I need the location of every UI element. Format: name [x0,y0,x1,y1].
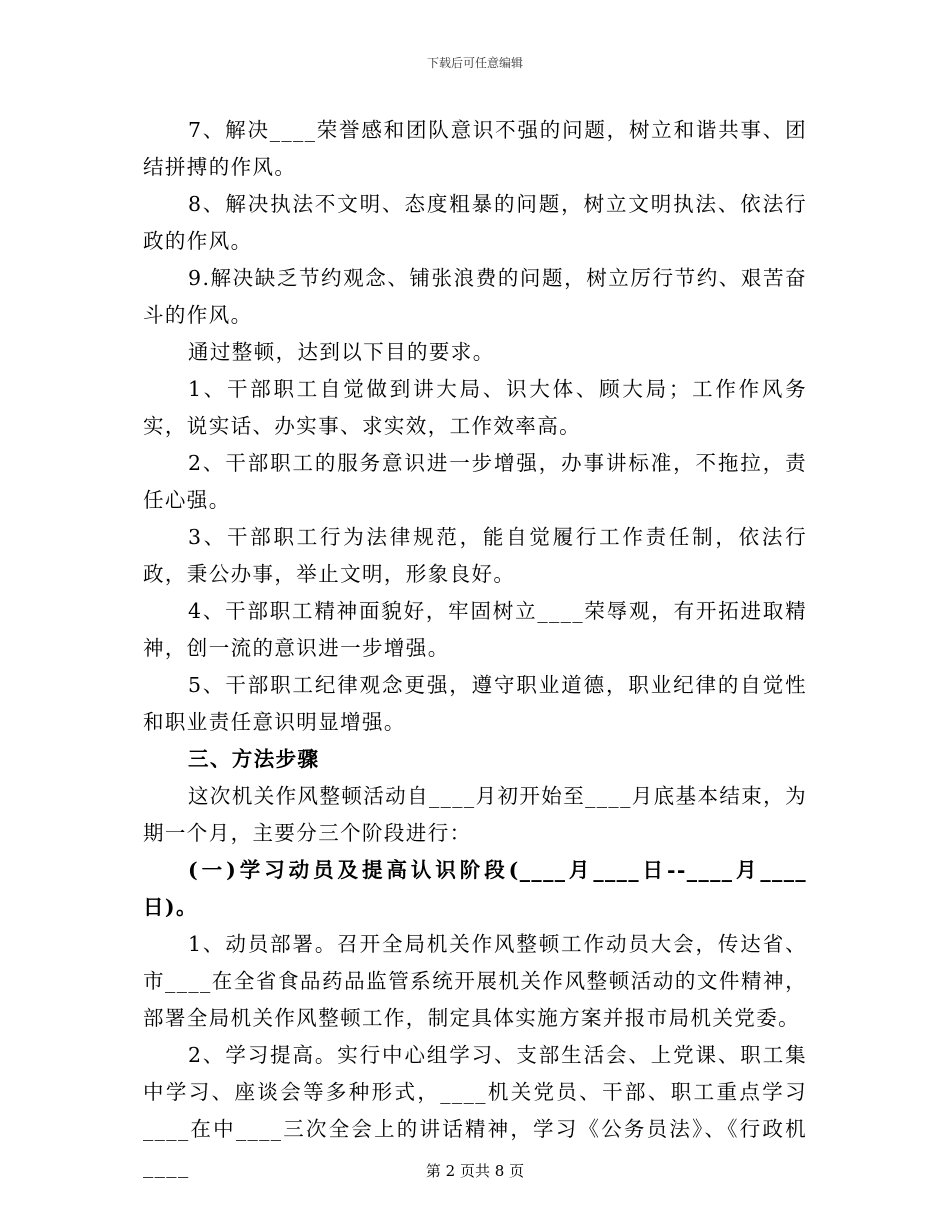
paragraph-goal-1: 1、干部职工自觉做到讲大局、识大体、顾大局；工作作风务实，说实话、办实事、求实效，工作效率高。 [143,377,807,438]
page-header: 下载后可任意编辑 [426,56,523,70]
paragraph-timeline: 这次机关作风整顿活动自____月初开始至____月底基本结束，为期一个月，主要分三个阶段进行： [143,784,807,845]
page-footer: 第 2 页共 8 页 [425,1162,525,1180]
paragraph-goal-2: 2、干部职工的服务意识进一步增强，办事讲标准，不拖拉，责任心强。 [143,451,807,512]
paragraph-goal-3: 3、干部职工行为法律规范，能自觉履行工作责任制，依法行政，秉公办事，举止文明，形象良好。 [143,525,807,586]
paragraph-item-7: 7、解决____荣誉感和团队意识不强的问题，树立和谐共事、团结拼搏的作风。 [143,118,807,179]
paragraph-item-9: 9.解决缺乏节约观念、铺张浪费的问题，树立厉行节约、艰苦奋斗的作风。 [143,266,807,327]
paragraph-step-1: 1、动员部署。召开全局机关作风整顿工作动员大会，传达省、市____在全省食品药品监管系统开展机关作风整顿活动的文件精神，部署全局机关作风整顿工作，制定具体实施方案并报市局机关党委。 [143,932,807,1030]
section-heading-methods: 三、方法步骤 [188,747,320,771]
document-body [143,112,807,1185]
paragraph-goal-5: 5、干部职工纪律观念更强，遵守职业道德，职业纪律的自觉性和职业责任意识明显增强。 [143,673,807,734]
paragraph-goal-4: 4、干部职工精神面貌好，牢固树立____荣辱观，有开拓进取精神，创一流的意识进一步增强。 [143,599,807,660]
subsection-heading-phase-1: (一)学习动员及提高认识阶段(____月____日--____月____日)。 [143,858,807,919]
paragraph-step-2: 2、学习提高。实行中心组学习、支部生活会、上党课、职工集中学习、座谈会等多种形式，____机关党员、干部、职工重点学习____在中____三次全会上的讲话精神，学习《公务员法》、《行政机____ [143,1043,807,1178]
paragraph-item-8: 8、解决执法不文明、态度粗暴的问题，树立文明执法、依法行政的作风。 [143,192,807,253]
paragraph-goals-intro: 通过整顿，达到以下目的要求。 [188,340,495,364]
